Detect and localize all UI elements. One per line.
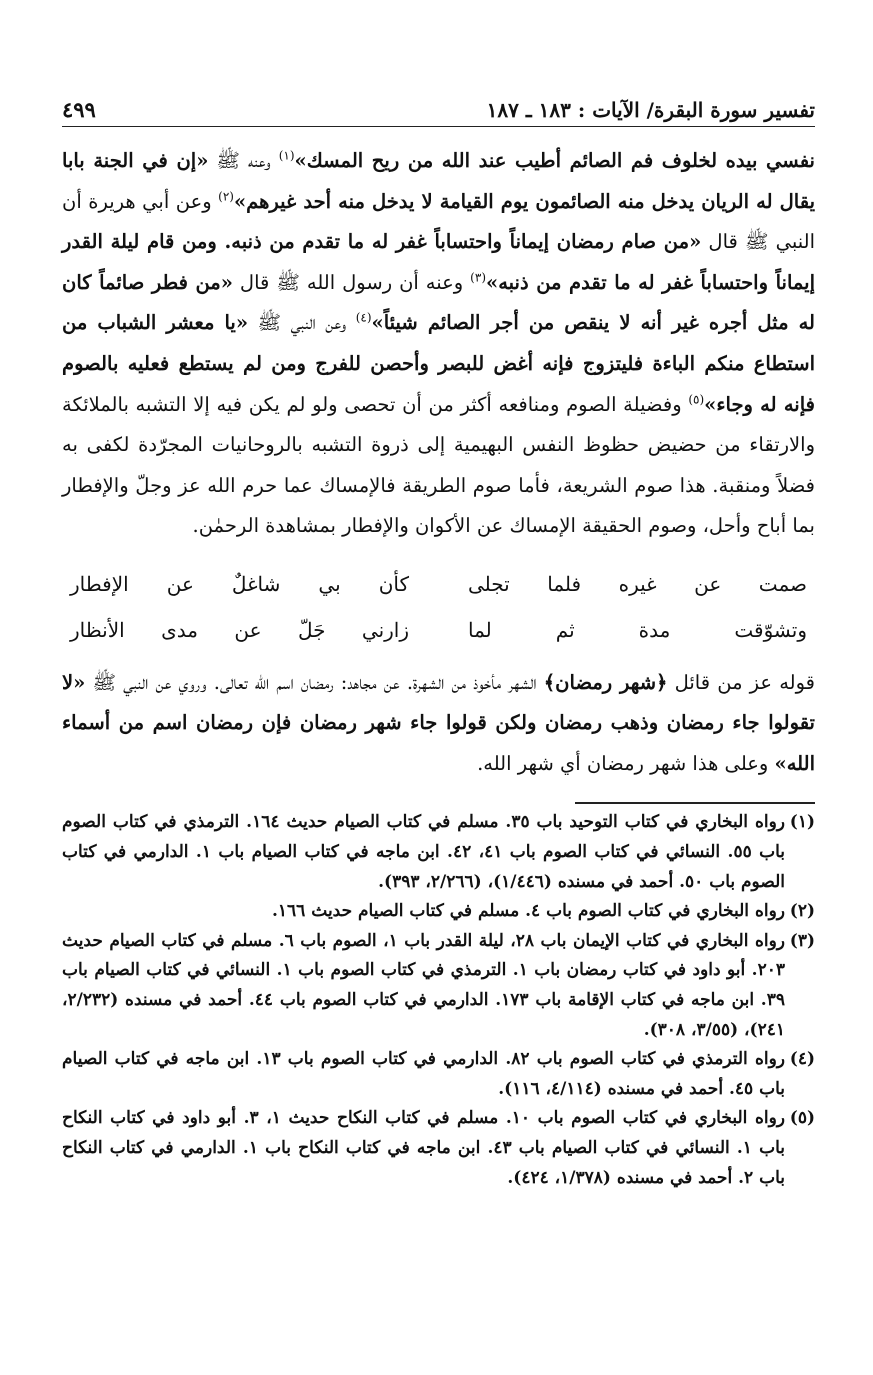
body-text: وفضيلة الصوم ومنافعه أكثر من أن تحصى ولو لم يكن فيه إلا التشبه بالملائكة والارتقاء من حضيض حظوظ النفس البهيمية إلى ذروة التشبه بالروحانيات المجرّدة لكفى به فضلاً ومنقبة. هذا صوم الشريعة، فأما صوم الطريقة فالإمساك عما حرم الله عز وجلّ والإفطار بما أباح وأحل، وصوم الحقيقة الإمساك عن الأكوان والإفطار بمشاهدة الرحمٰن. (62, 392, 815, 538)
footnote-text: رواه البخاري في كتاب التوحيد باب ٣٥. مسلم في كتاب الصيام حديث ١٦٤. الترمذي في كتاب الصوم باب ٥٥. النسائي في كتاب الصوم باب ٤١، ٤٢. ابن ماجه في كتاب الصيام باب ١. الدارمي في كتاب الصوم باب ٥٠. أحمد في مسنده (١/٤٤٦)، (٢/٢٦٦، ٣٩٣). (62, 812, 786, 892)
footnote-ref[interactable]: (٤) (355, 310, 372, 325)
hadith-text: «يا معشر الشباب من استطاع منكم الباءة فليتزوج فإنه أغض للبصر وأحصن للفرج ومن لم يستطع فعليه بالصوم فإنه له وجاء» (62, 311, 816, 416)
body-text: قوله عز من قائل (667, 670, 815, 694)
body-text: وعن أبي هريرة أن النبي ﷺ قال (62, 189, 815, 254)
running-title: تفسير سورة البقرة/ الآيات : ١٨٣ ـ ١٨٧ (486, 98, 815, 122)
hadith-text: «من فطر صائماً كان له مثل أجره غير أنه لا ينقص من أجر الصائم شيئاً» (62, 270, 815, 335)
poem-verse (62, 561, 815, 607)
main-paragraph (62, 141, 815, 547)
verse-first-half: صمت عن غيره فلما تجلى (467, 571, 807, 596)
footnote (62, 897, 815, 927)
footnote-text: رواه البخاري في كتاب الصوم باب ١٠. مسلم في كتاب النكاح حديث ١، ٣. أبو داود في كتاب النكاح باب ١. النسائي في كتاب الصيام باب ٤٣. ابن ماجه في كتاب النكاح باب ١. الدارمي في كتاب النكاح باب ٢. أحمد في مسنده (١/٣٧٨، ٤٢٤). (62, 1108, 785, 1188)
hadith-text: نفسي بيده لخلوف فم الصائم أطيب عند الله من ريح المسك» (294, 149, 815, 172)
verse-second-half: زارني جَلّ عن مدى الأنظار (70, 617, 410, 642)
footnote (62, 1104, 815, 1193)
footnote (62, 808, 815, 897)
page-header (62, 88, 815, 127)
body-text: وعلى هذا شهر رمضان أي شهر الله. (477, 751, 775, 775)
commentary-paragraph (62, 663, 815, 785)
footnote-text: رواه البخاري في كتاب الصوم باب ٤. مسلم في كتاب الصيام حديث ١٦٦. (272, 901, 785, 922)
footnote-divider (575, 802, 815, 804)
footnote-ref[interactable]: (٥) (688, 392, 705, 407)
footnote-text: رواه الترمذي في كتاب الصوم باب ٨٢. الدارمي في كتاب الصوم باب ١٣. ابن ماجه في كتاب الصيام باب ٤٥. أحمد في مسنده (٤/١١٤، ١١٦). (62, 1049, 785, 1099)
page-number: ٤٩٩ (62, 97, 96, 122)
poem (62, 561, 815, 653)
footnote-text: رواه البخاري في كتاب الإيمان باب ٢٨، ليلة القدر باب ١، الصوم باب ٦. مسلم في كتاب الصيام حديث ٢٠٣. أبو داود في كتاب رمضان باب ١. الترمذي في كتاب الصوم باب ١. النسائي في كتاب الصيام باب ٣٩. ابن ماجه في كتاب الإقامة باب ١٧٣. الدارمي في كتاب الصوم باب ٤٤. أحمد في مسنده (٢/٢٣٢، ٢٤١)، (٣/٥٥، ٣٠٨). (62, 930, 786, 1040)
body-text: وعنه ﷺ (208, 149, 279, 172)
footnote-ref[interactable]: (٣) (470, 270, 486, 285)
footnote-ref[interactable]: (٢) (218, 189, 234, 204)
body-text: الشهر مأخوذ من الشهرة. عن مجاهد: رمضان اسم الله تعالى. وروي عن النبي ﷺ (85, 670, 544, 694)
footnote-number: (٤) (789, 1049, 815, 1070)
footnote (62, 1045, 815, 1104)
body-text: وعن النبي ﷺ (248, 311, 356, 335)
footnotes (62, 808, 815, 1193)
body-text: وعنه أن رسول الله ﷺ قال (232, 270, 471, 294)
hadith-text: «من صام رمضان إيماناً واحتساباً غفر له ما تقدم من ذنبه. ومن قام ليلة القدر إيماناً واحتساباً غفر له ما تقدم من ذنبه» (62, 230, 816, 294)
footnote-number: (٥) (789, 1108, 815, 1129)
verse-first-half: وتشوّقت مدة ثم لما (467, 617, 807, 642)
poem-verse (62, 607, 815, 653)
footnote-number: (٣) (789, 930, 815, 951)
footnote-ref[interactable]: (١) (278, 148, 295, 163)
verse-second-half: كأن بي شاغلٌ عن الإفطار (70, 571, 410, 596)
hadith-text: «إن في الجنة بابا يقال له الريان يدخل منه الصائمون يوم القيامة لا يدخل منه أحد غيرهم» (62, 149, 815, 213)
quran-quote: ﴿شهر رمضان﴾ (543, 670, 668, 694)
footnote-number: (٢) (789, 901, 815, 922)
hadith-text: «لا تقولوا جاء رمضان وذهب رمضان ولكن قولوا جاء شهر رمضان فإن رمضان اسم من أسماء الله» (62, 670, 815, 775)
footnote (62, 927, 815, 1045)
footnote-number: (١) (789, 812, 815, 833)
